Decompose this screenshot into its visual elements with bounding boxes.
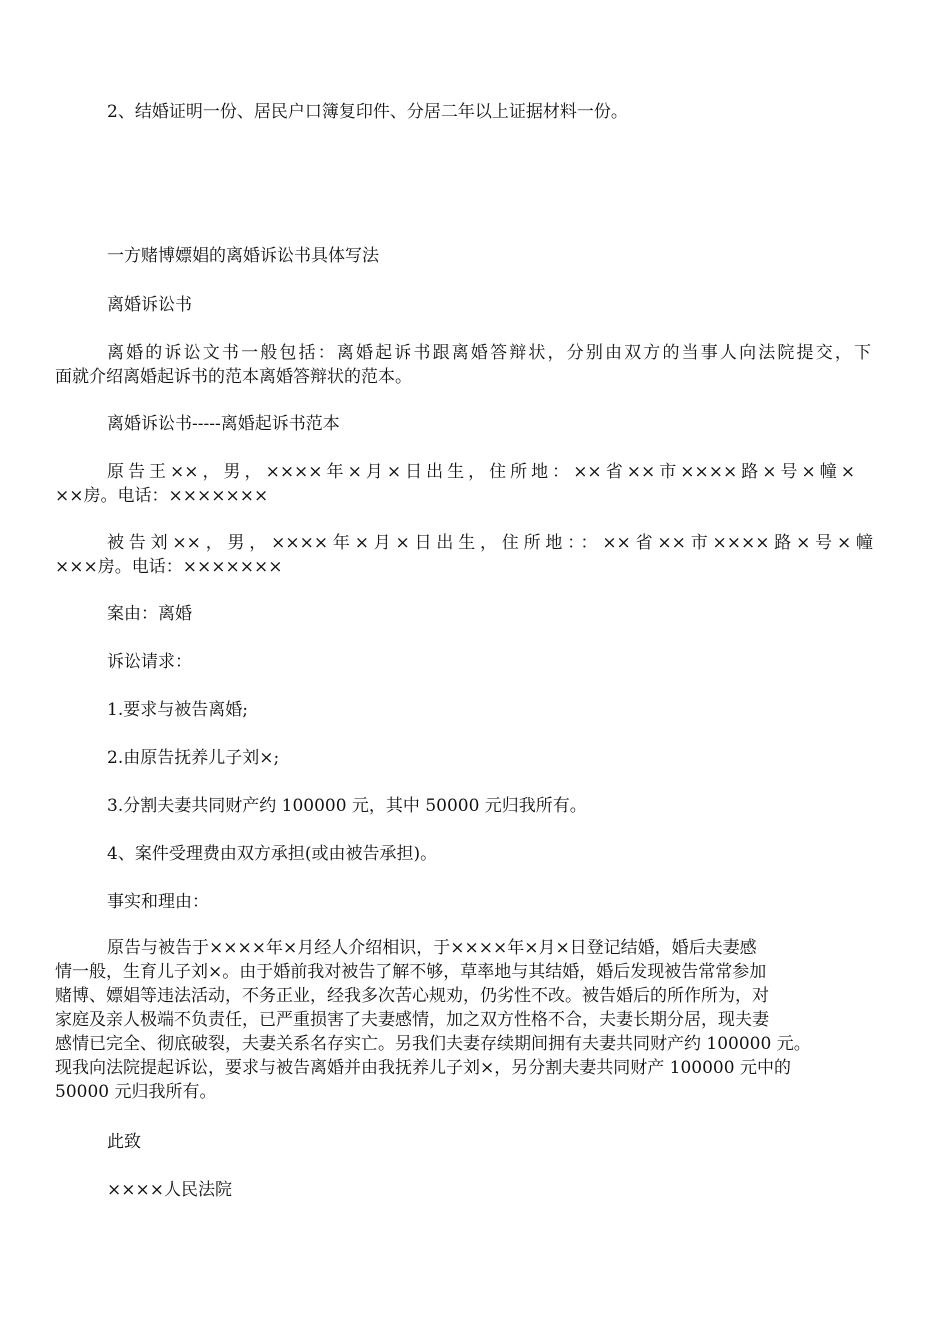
facts-line-7: 50000 元归我所有。 <box>55 1082 217 1102</box>
facts-line-4: 家庭及亲人极端不负责任，已严重损害了夫妻感情，加之双方性格不合，夫妻长期分居，现夫妻 <box>55 1010 769 1030</box>
attachment-line: 2、结婚证明一份、居民户口簿复印件、分居二年以上证据材料一份。 <box>107 102 628 122</box>
intro-line-1: 离婚的诉讼文书一般包括：离婚起诉书跟离婚答辩状，分别由双方的当事人向法院提交，下 <box>107 343 871 363</box>
facts-line-2: 情一般，生育儿子刘×。由于婚前我对被告了解不够，草率地与其结婚，婚后发现被告常常参加 <box>55 962 767 982</box>
plaintiff-line-2: ××房。电话：××××××× <box>55 486 269 506</box>
claim-item: 4、案件受理费由双方承担(或由被告承担)。 <box>107 844 438 864</box>
defendant-line-2: ×××房。电话：××××××× <box>55 557 283 577</box>
intro-paragraph <box>55 341 871 389</box>
claim-item: 1.要求与被告离婚; <box>107 700 248 720</box>
claim-item: 3.分割夫妻共同财产约 100000 元，其中 50000 元归我所有。 <box>107 796 587 816</box>
facts-line-6: 现我向法院提起诉讼，要求与被告离婚并由我抚养儿子刘×，另分割夫妻共同财产 100000 元中的 <box>55 1058 791 1078</box>
plaintiff-paragraph <box>55 460 855 508</box>
facts-line-1: 原告与被告于××××年×月经人介绍相识，于××××年×月×日登记结婚，婚后夫妻感 <box>107 938 757 958</box>
section-title: 一方赌博嫖娼的离婚诉讼书具体写法 <box>107 246 379 266</box>
facts-line-5: 感情已完全、彻底破裂，夫妻关系名存实亡。另我们夫妻存续期间拥有夫妻共同财产约 100000 元。 <box>55 1034 811 1054</box>
closing-line: 此致 <box>107 1132 141 1152</box>
court-name: ××××人民法院 <box>107 1180 232 1200</box>
facts-heading: 事实和理由： <box>107 892 209 912</box>
defendant-line-1: 被告刘××，男，××××年×月×日出生，住所地：：××省××市××××路×号×幢 <box>107 533 873 553</box>
sample-title: 离婚诉讼书-----离婚起诉书范本 <box>107 414 340 434</box>
doc-heading: 离婚诉讼书 <box>107 295 192 315</box>
intro-line-2: 面就介绍离婚起诉书的范本离婚答辩状的范本。 <box>55 367 412 387</box>
defendant-paragraph <box>55 531 873 579</box>
claims-heading: 诉讼请求： <box>107 652 192 672</box>
cause-line: 案由：离婚 <box>107 604 192 624</box>
plaintiff-line-1: 原告王××，男，××××年×月×日出生，住所地：××省××市××××路×号×幢× <box>107 462 855 482</box>
facts-line-3: 赌博、嫖娼等违法活动，不务正业，经我多次苦心规劝，仍劣性不改。被告婚后的所作所为，对 <box>55 986 769 1006</box>
claim-item: 2.由原告抚养儿子刘×; <box>107 748 280 768</box>
